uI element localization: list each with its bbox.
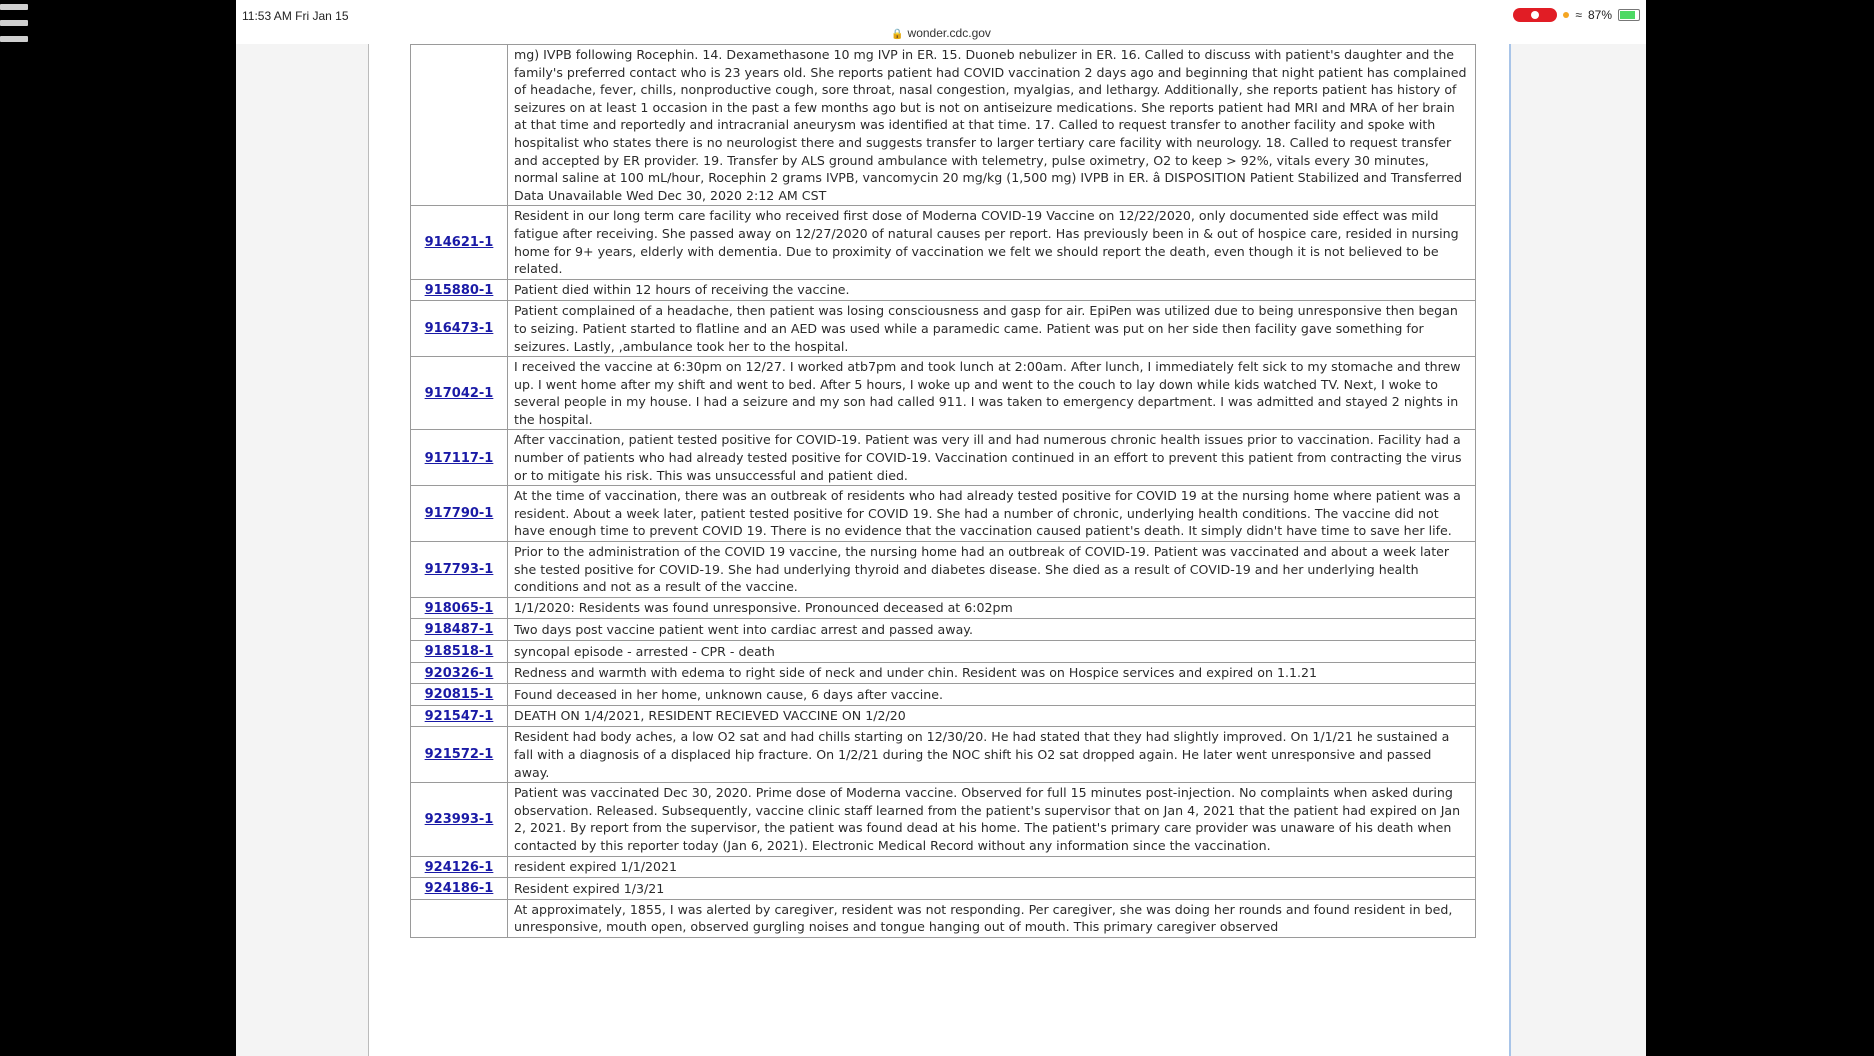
symptom-text-cell: resident expired 1/1/2021	[508, 856, 1476, 878]
symptom-text-cell: Resident expired 1/3/21	[508, 878, 1476, 900]
table-row	[411, 301, 1476, 357]
table-row	[411, 45, 1476, 206]
table-row	[411, 727, 1476, 783]
vaers-id-cell	[411, 597, 508, 619]
table-row	[411, 878, 1476, 900]
table-row	[411, 486, 1476, 542]
vaers-id-link[interactable]: 921547-1	[424, 708, 494, 724]
table-row	[411, 856, 1476, 878]
wifi-icon: ≈	[1575, 8, 1582, 22]
vaers-id-link[interactable]: 920326-1	[424, 665, 494, 681]
vaers-id-link[interactable]: 917117-1	[424, 450, 494, 466]
vaers-id-cell	[411, 301, 508, 357]
symptom-text-cell: I received the vaccine at 6:30pm on 12/27. I worked atb7pm and took lunch at 2:00am. After lunch, I immediately felt sick to my stomache and threw up. I went home after my shift and went to bed. After 5 hours, I woke up and went to the couch to lay down while kids watched TV. Next, I woke to several people in my house. I had a seizure and my son had called 911. I was taken to emergency department. I was admitted and stayed 2 nights in the hospital.	[508, 357, 1476, 430]
vaers-id-link[interactable]: 921572-1	[424, 747, 494, 763]
vaers-id-link[interactable]: 917793-1	[424, 562, 494, 578]
vaers-id-link[interactable]: 923993-1	[424, 812, 494, 828]
vaers-id-cell	[411, 856, 508, 878]
vaers-id-cell	[411, 542, 508, 598]
screen-record-icon[interactable]	[1513, 8, 1557, 22]
vaers-id-link[interactable]: 916473-1	[424, 321, 494, 337]
table-row	[411, 597, 1476, 619]
table-row	[411, 899, 1476, 937]
symptom-text-cell: Patient died within 12 hours of receiving the vaccine.	[508, 279, 1476, 301]
vaers-id-cell	[411, 641, 508, 663]
vaers-id-link[interactable]: 915880-1	[424, 282, 494, 298]
table-row	[411, 684, 1476, 706]
vaers-id-cell	[411, 357, 508, 430]
table-row	[411, 641, 1476, 663]
vaers-id-link[interactable]: 920815-1	[424, 687, 494, 703]
symptom-text-cell: Two days post vaccine patient went into cardiac arrest and passed away.	[508, 619, 1476, 641]
vaers-id-link[interactable]: 924186-1	[424, 881, 494, 897]
vaers-id-link[interactable]: 918065-1	[424, 600, 494, 616]
vaers-id-link[interactable]: 924126-1	[424, 859, 494, 875]
status-indicators	[1513, 8, 1640, 22]
status-time: 11:53 AM Fri Jan 15	[242, 9, 349, 23]
vaers-id-link[interactable]: 917790-1	[424, 506, 494, 522]
vaers-id-cell	[411, 619, 508, 641]
menu-icon[interactable]	[0, 0, 28, 50]
vaers-id-link[interactable]: 918518-1	[424, 644, 494, 659]
symptom-text-cell: Patient was vaccinated Dec 30, 2020. Prime dose of Moderna vaccine. Observed for full 15 minutes post-injection. No complaints when asked during observation. Released. Subsequently, vaccine clinic staff learned from the patient's supervisor that on Jan 4, 2021 that the patient had expired on Jan 2, 2021. By report from the supervisor, the patient was found dead at his home. The patient's primary care provider was unaware of his death when contacted by this reporter today (Jan 6, 2021). Electronic Medical Record without any information since the vaccination.	[508, 783, 1476, 856]
table-row	[411, 783, 1476, 856]
vaers-id-cell	[411, 783, 508, 856]
vaers-id-cell	[411, 430, 508, 486]
symptom-text-cell: Resident had body aches, a low O2 sat and had chills starting on 12/30/20. He had stated that they had slightly improved. On 1/1/21 he sustained a fall with a diagnosis of a displaced hip fracture. On 1/2/21 during the NOC shift his O2 sat dropped again. He later went unresponsive and passed away.	[508, 727, 1476, 783]
symptom-text-cell: Redness and warmth with edema to right side of neck and under chin. Resident was on Hospice services and expired on 1.1.21	[508, 662, 1476, 684]
vaers-id-cell	[411, 206, 508, 279]
vaers-id-link[interactable]: 917042-1	[424, 385, 494, 401]
vaers-id-cell	[411, 899, 508, 937]
url-text: wonder.cdc.gov	[907, 26, 991, 40]
table-row	[411, 619, 1476, 641]
symptom-text-cell: At approximately, 1855, I was alerted by caregiver, resident was not responding. Per caregiver, she was doing her rounds and found resident in bed, unresponsive, mouth open, observed gurgling noises and tongue hanging out of mouth. This primary caregiver observed	[508, 899, 1476, 937]
symptom-text-cell: At the time of vaccination, there was an outbreak of residents who had already tested positive for COVID 19 at the nursing home where patient was a resident. About a week later, patient tested positive for COVID 19. She had a number of chronic, underlying health conditions. The vaccine did not have enough time to prevent COVID 19. There is no evidence that the vaccination caused patient's death. It simply didn't have time to save her life.	[508, 486, 1476, 542]
vaers-id-cell	[411, 684, 508, 706]
vaers-id-cell	[411, 486, 508, 542]
vaers-id-link[interactable]: 914621-1	[424, 235, 494, 251]
vaers-id-cell	[411, 878, 508, 900]
battery-icon	[1618, 9, 1640, 21]
symptom-text-cell: syncopal episode - arrested - CPR - death	[508, 641, 1476, 663]
table-row	[411, 357, 1476, 430]
symptom-text-cell: 1/1/2020: Residents was found unresponsive. Pronounced deceased at 6:02pm	[508, 597, 1476, 619]
table-row	[411, 662, 1476, 684]
table-row	[411, 206, 1476, 279]
battery-percent: 87%	[1587, 8, 1612, 22]
symptom-text-cell: mg) IVPB following Rocephin. 14. Dexamethasone 10 mg IVP in ER. 15. Duoneb nebulizer in ER. 16. Called to discuss with patient's daughter and the family's preferred contact who is 23 years old. She reports patient had COVID vaccination 2 days ago and beginning that night patient has complained of headache, fever, chills, nonproductive cough, sore throat, nasal congestion, myalgias, and lethargy. Additionally, she reports patient has history of seizures on at least 1 occasion in the past a few months ago but is not on antiseizure medications. She reports patient had MRI and MRA of her brain at that time and reportedly and intracranial aneurysm was identified at that time. 17. Called to request transfer to another facility and spoke with hospitalist who states there is no neurologist there and suggests transfer to larger tertiary care facility with neurology. 18. Called to request transfer and accepted by ER provider. 19. Transfer by ALS ground ambulance with telemetry, pulse oximetry, O2 to keep > 92%, vitals every 30 minutes, normal saline at 100 mL/hour, Rocephin 2 grams IVPB, vancomycin 20 mg/kg (1,500 mg) IVPB in ER. â DISPOSITION Patient Stabilized and Transferred Data Unavailable Wed Dec 30, 2020 2:12 AM CST	[508, 45, 1476, 206]
page-content	[368, 44, 1511, 1056]
symptom-text-cell: Resident in our long term care facility who received first dose of Moderna COVID-19 Vaccine on 12/22/2020, only documented side effect was mild fatigue after receiving. She passed away on 12/27/2020 of natural causes per report. Has previously been in & out of hospice care, resided in nursing home for 9+ years, elderly with dementia. Due to proximity of vaccination we felt we should report the death, even though it is not believed to be related.	[508, 206, 1476, 279]
symptom-text-cell: DEATH ON 1/4/2021, RESIDENT RECIEVED VACCINE ON 1/2/20	[508, 705, 1476, 727]
symptom-text-cell: Prior to the administration of the COVID 19 vaccine, the nursing home had an outbreak of COVID-19. Patient was vaccinated and about a week later she tested positive for COVID-19. She had underlying thyroid and diabetes disease. She died as a result of COVID-19 and her underlying health conditions and not as a result of the vaccine.	[508, 542, 1476, 598]
table-row	[411, 279, 1476, 301]
vaers-id-link[interactable]: 918487-1	[424, 622, 494, 638]
table-row	[411, 430, 1476, 486]
symptom-text-cell: Patient complained of a headache, then patient was losing consciousness and gasp for air. EpiPen was utilized due to being unresponsive then began to seizing. Patient started to flatline and an AED was used while a paramedic came. Patient was put on her side then facility gave something for seizures. Lastly, ,ambulance took her to the hospital.	[508, 301, 1476, 357]
results-table	[410, 44, 1476, 938]
table-row	[411, 542, 1476, 598]
location-indicator-icon	[1563, 12, 1569, 18]
vaers-id-cell	[411, 662, 508, 684]
symptom-text-cell: Found deceased in her home, unknown cause, 6 days after vaccine.	[508, 684, 1476, 706]
vaers-id-cell	[411, 279, 508, 301]
table-row	[411, 705, 1476, 727]
lock-icon: 🔒	[891, 29, 904, 40]
tablet-screen	[236, 0, 1646, 1056]
vaers-id-cell	[411, 727, 508, 783]
url-bar[interactable]	[236, 26, 1646, 44]
symptom-text-cell: After vaccination, patient tested positive for COVID-19. Patient was very ill and had numerous chronic health issues prior to vaccination. Facility had a number of patients who had already tested positive for COVID-19. Vaccination continued in an effort to prevent this patient from contracting the virus or to mitigate his risk. This was unsuccessful and patient died.	[508, 430, 1476, 486]
vaers-id-cell	[411, 705, 508, 727]
vaers-id-cell	[411, 45, 508, 206]
